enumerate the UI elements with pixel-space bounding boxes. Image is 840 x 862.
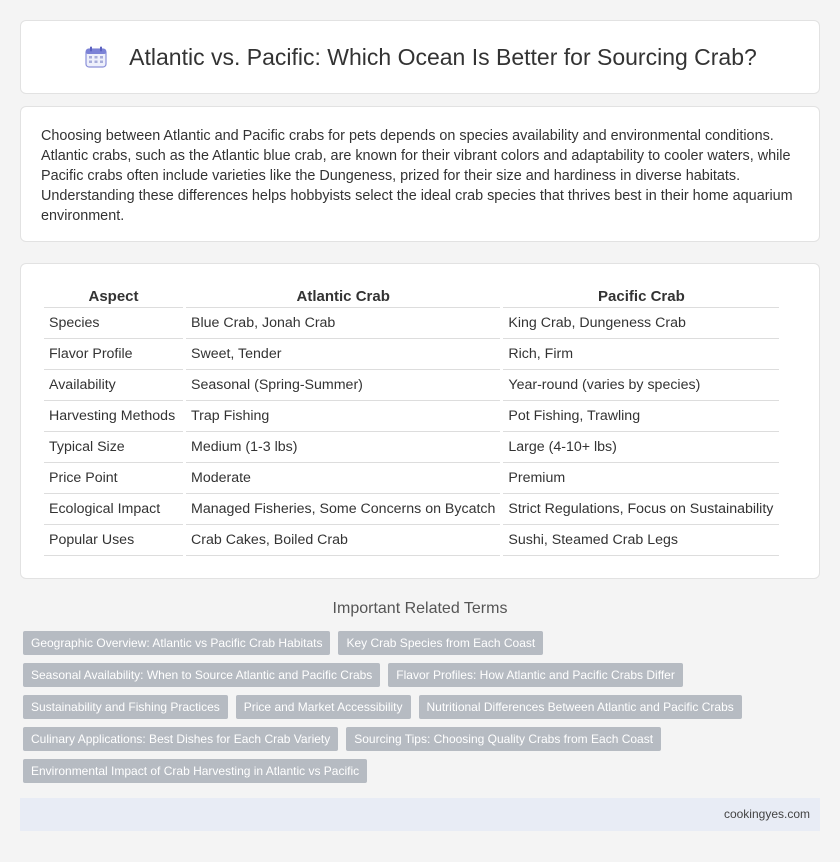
related-term-tag[interactable]: Sustainability and Fishing Practices: [23, 695, 228, 719]
cell-pacific: Large (4-10+ lbs): [503, 432, 779, 463]
related-term-tag[interactable]: Geographic Overview: Atlantic vs Pacific Crab Habitats: [23, 631, 330, 655]
cell-atlantic: Crab Cakes, Boiled Crab: [186, 525, 500, 556]
related-term-tag[interactable]: Key Crab Species from Each Coast: [338, 631, 543, 655]
cell-aspect: Species: [44, 308, 183, 339]
related-terms-list: [23, 631, 803, 791]
cell-atlantic: Sweet, Tender: [186, 339, 500, 370]
cell-aspect: Price Point: [44, 463, 183, 494]
cell-atlantic: Medium (1-3 lbs): [186, 432, 500, 463]
comparison-card: [20, 263, 820, 579]
tag-row: [23, 759, 803, 783]
tag-row: [23, 663, 803, 687]
table-row: [44, 370, 779, 401]
calendar-icon: [83, 44, 109, 70]
tag-row: [23, 631, 803, 655]
related-term-tag[interactable]: Flavor Profiles: How Atlantic and Pacific Crabs Differ: [388, 663, 683, 687]
related-term-tag[interactable]: Environmental Impact of Crab Harvesting in Atlantic vs Pacific: [23, 759, 367, 783]
cell-pacific: Sushi, Steamed Crab Legs: [503, 525, 779, 556]
intro-paragraph: Choosing between Atlantic and Pacific crabs for pets depends on species availability and environmental conditions. Atlantic crabs, such as the Atlantic blue crab, are known for their vibrant colors and adaptability to cooler waters, while Pacific crabs often include varieties like the Dungeness, prized for their size and hardiness in diverse habitats. Understanding these differences helps hobbyists select the ideal crab species that thrives best in their home aquarium environment.: [41, 128, 793, 224]
page-title: Atlantic vs. Pacific: Which Ocean Is Better for Sourcing Crab?: [129, 43, 757, 70]
cell-pacific: Pot Fishing, Trawling: [503, 401, 779, 432]
header-aspect: Aspect: [44, 286, 183, 308]
cell-aspect: Availability: [44, 370, 183, 401]
table-row: [44, 525, 779, 556]
tag-row: [23, 727, 803, 751]
cell-pacific: Premium: [503, 463, 779, 494]
cell-aspect: Typical Size: [44, 432, 183, 463]
related-term-tag[interactable]: Culinary Applications: Best Dishes for Each Crab Variety: [23, 727, 338, 751]
header-atlantic: Atlantic Crab: [186, 286, 500, 308]
cell-aspect: Ecological Impact: [44, 494, 183, 525]
table-header-row: [44, 286, 779, 308]
related-term-tag[interactable]: Nutritional Differences Between Atlantic and Pacific Crabs: [419, 695, 742, 719]
tag-row: [23, 695, 803, 719]
cell-aspect: Popular Uses: [44, 525, 183, 556]
table-row: [44, 401, 779, 432]
related-term-tag[interactable]: Price and Market Accessibility: [236, 695, 411, 719]
title-card: [20, 20, 820, 94]
comparison-table: [41, 286, 782, 556]
cell-pacific: Strict Regulations, Focus on Sustainability: [503, 494, 779, 525]
table-row: [44, 432, 779, 463]
related-term-tag[interactable]: Seasonal Availability: When to Source Atlantic and Pacific Crabs: [23, 663, 380, 687]
cell-atlantic: Blue Crab, Jonah Crab: [186, 308, 500, 339]
table-row: [44, 308, 779, 339]
title-row: [21, 21, 819, 93]
footer-site-link[interactable]: cookingyes.com: [723, 807, 810, 821]
footer: [20, 798, 820, 831]
cell-aspect: Flavor Profile: [44, 339, 183, 370]
related-term-tag[interactable]: Sourcing Tips: Choosing Quality Crabs from Each Coast: [346, 727, 661, 751]
cell-aspect: Harvesting Methods: [44, 401, 183, 432]
table-row: [44, 494, 779, 525]
related-terms-title: Important Related Terms: [332, 600, 508, 617]
table-row: [44, 339, 779, 370]
cell-pacific: Year-round (varies by species): [503, 370, 779, 401]
header-pacific: Pacific Crab: [503, 286, 779, 308]
cell-pacific: King Crab, Dungeness Crab: [503, 308, 779, 339]
table-row: [44, 463, 779, 494]
cell-atlantic: Seasonal (Spring-Summer): [186, 370, 500, 401]
cell-atlantic: Moderate: [186, 463, 500, 494]
intro-card: [20, 106, 820, 242]
cell-atlantic: Trap Fishing: [186, 401, 500, 432]
cell-pacific: Rich, Firm: [503, 339, 779, 370]
cell-atlantic: Managed Fisheries, Some Concerns on Bycatch: [186, 494, 500, 525]
